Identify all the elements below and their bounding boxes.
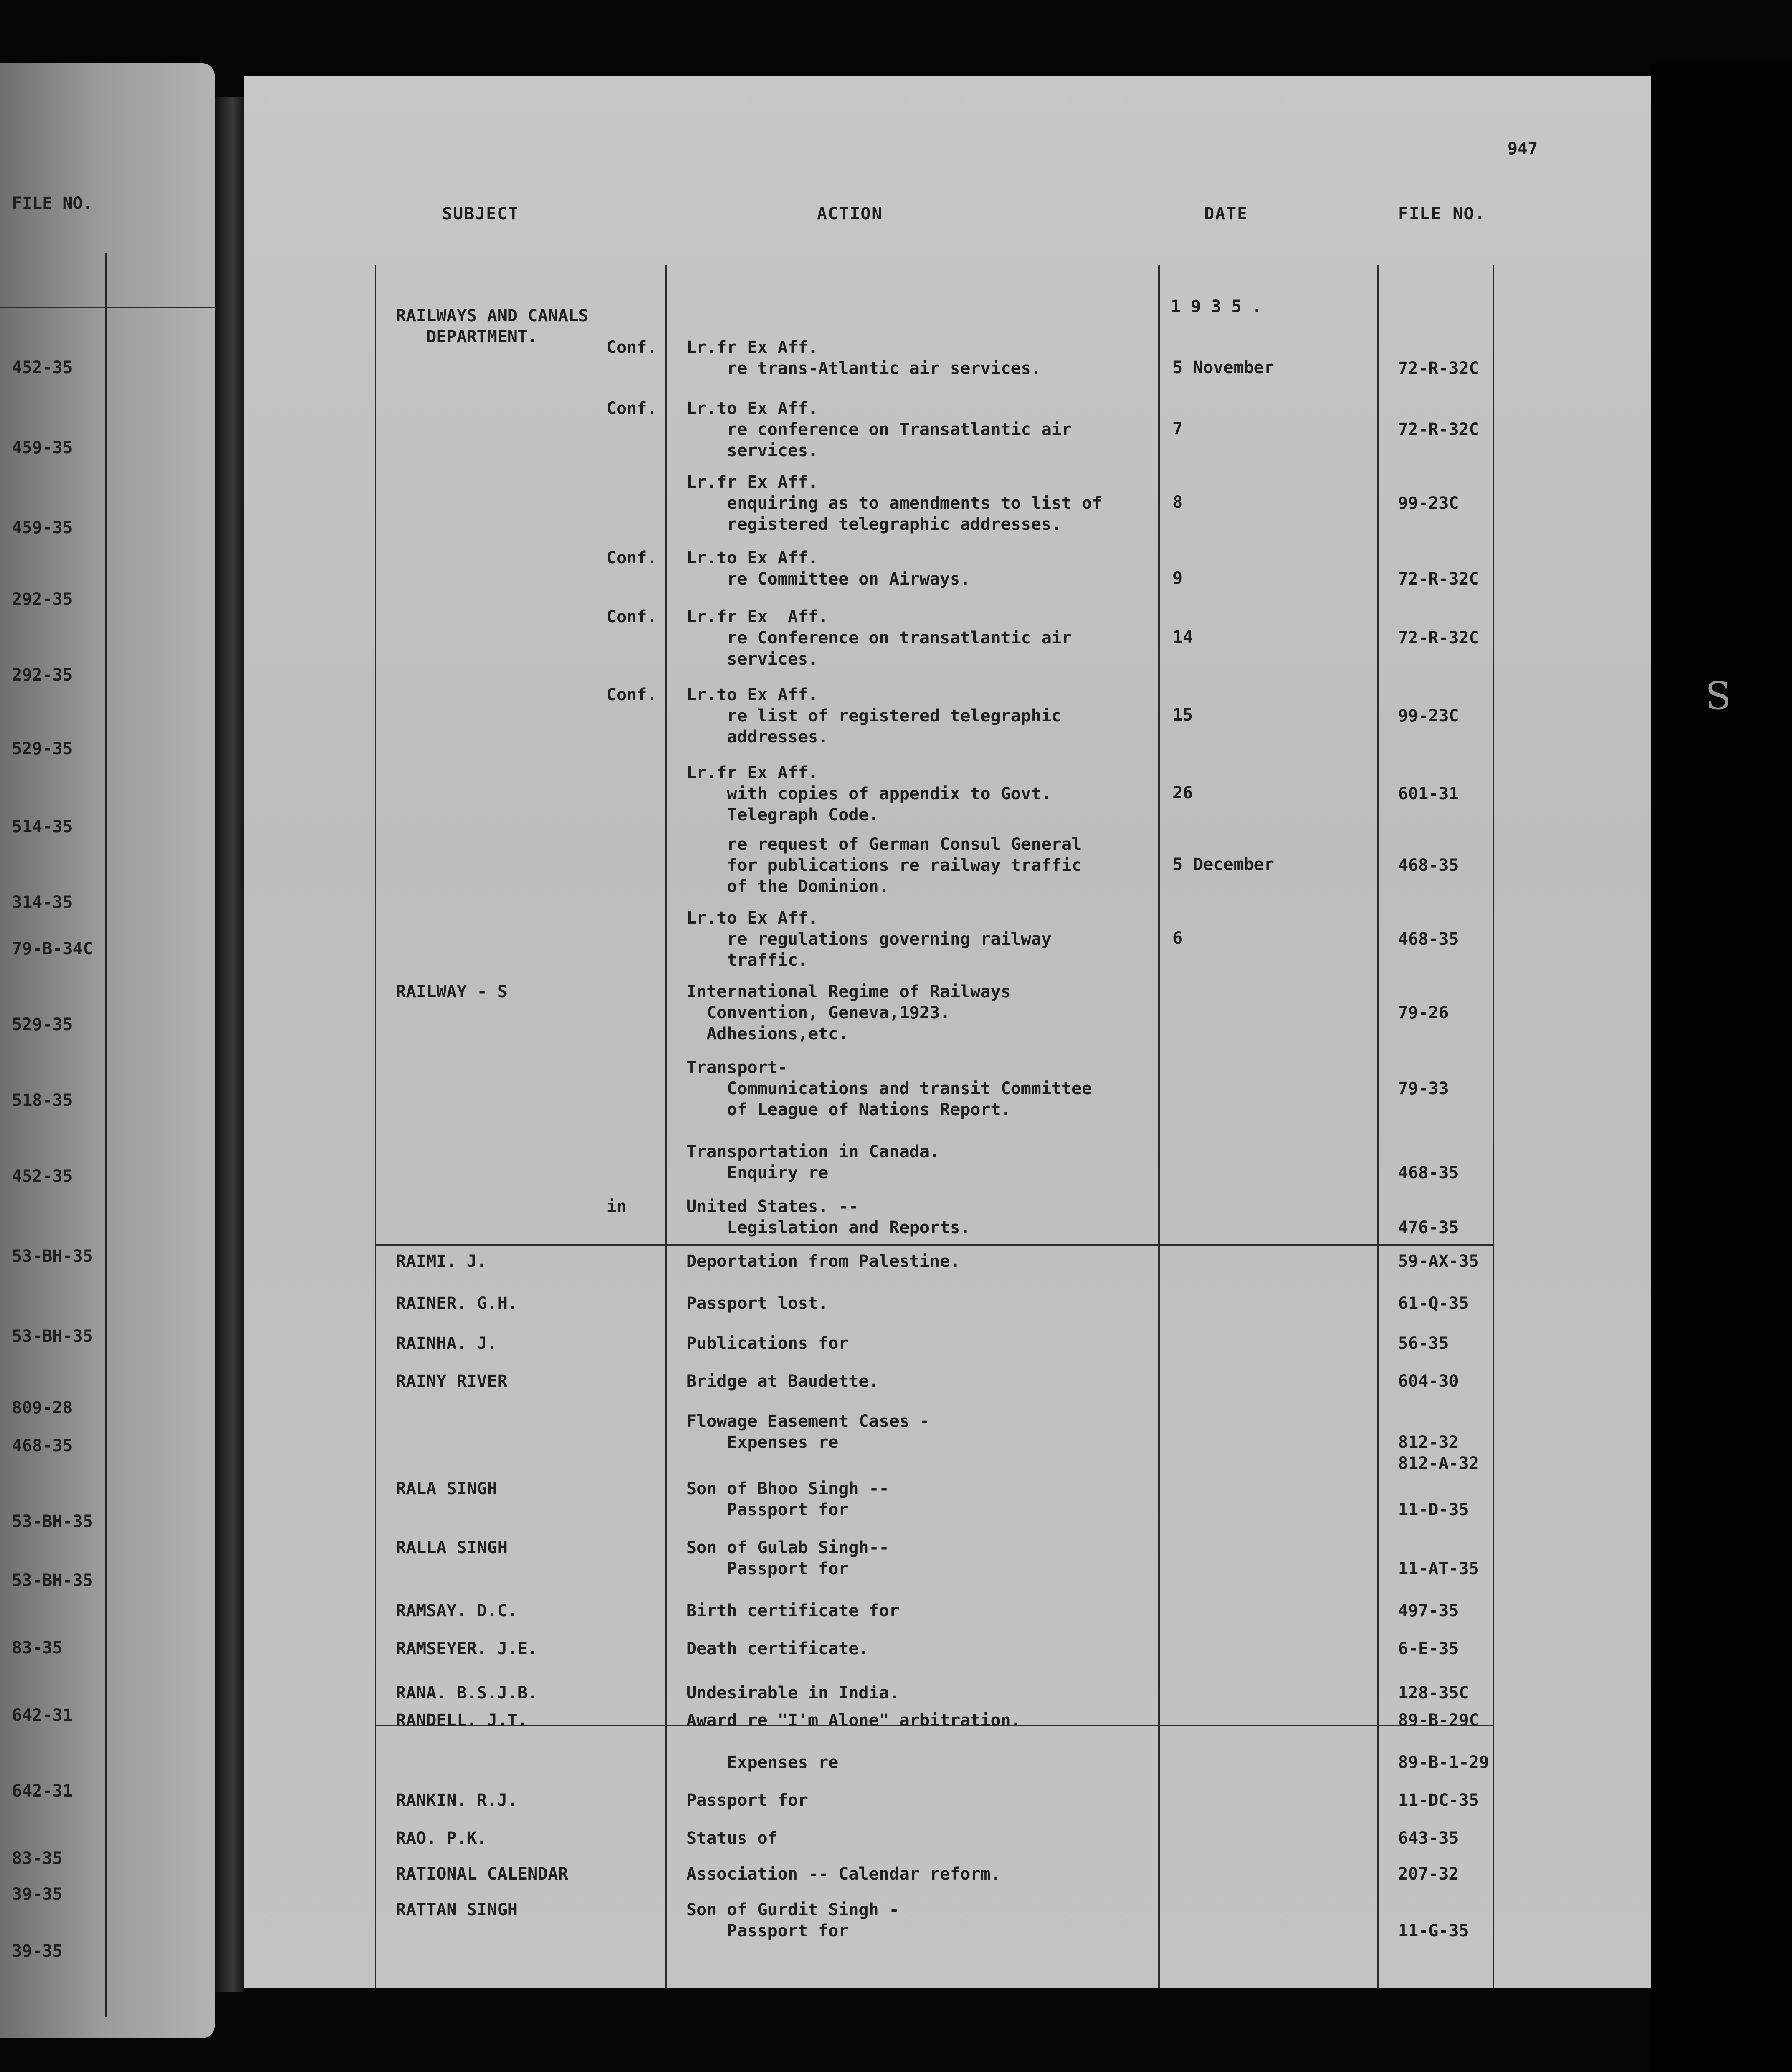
action-column-rule bbox=[665, 265, 667, 1988]
entry-action: Passport lost. bbox=[686, 1294, 829, 1313]
entry-action: Flowage Easement Cases - Expenses re bbox=[686, 1412, 930, 1452]
date-column-rule bbox=[1158, 265, 1160, 1988]
left-file-number: 53-BH-35 bbox=[12, 1571, 93, 1590]
entry-action: Death certificate. bbox=[686, 1639, 869, 1658]
left-file-number: 514-35 bbox=[12, 817, 73, 836]
entry-file-no: 99-23C bbox=[1398, 706, 1459, 726]
entry-date: 9 bbox=[1173, 569, 1183, 588]
left-header-rule bbox=[0, 307, 215, 308]
entry-action: Lr.to Ex Aff. re regulations governing railway traffic. bbox=[686, 908, 1051, 970]
entry-subject: RATIONAL CALENDAR bbox=[396, 1864, 568, 1884]
left-file-number: 642-31 bbox=[12, 1781, 73, 1801]
entry-subject: RALLA SINGH bbox=[396, 1538, 507, 1557]
entry-action: Status of bbox=[686, 1829, 778, 1848]
entry-subject: RANDELL. J.T. bbox=[396, 1711, 528, 1730]
entry-action: Undesirable in India. bbox=[686, 1683, 899, 1703]
left-file-number: 468-35 bbox=[12, 1436, 73, 1455]
entry-date: 26 bbox=[1173, 783, 1193, 803]
entry-action: Publications for bbox=[686, 1334, 849, 1353]
subject-header: SUBJECT bbox=[442, 204, 519, 224]
entry-action: Lr.fr Ex Aff. re Conference on transatlantic air services. bbox=[686, 607, 1072, 669]
entry-subject: RAILWAY - S bbox=[396, 982, 507, 1001]
entry-date: 15 bbox=[1173, 705, 1193, 725]
entry-action: Deportation from Palestine. bbox=[686, 1252, 960, 1271]
entry-date: 6 bbox=[1173, 929, 1183, 948]
entry-action: Transportation in Canada. Enquiry re bbox=[686, 1142, 940, 1183]
entry-remark: Conf. bbox=[606, 399, 657, 418]
left-file-number: 529-35 bbox=[12, 739, 73, 758]
action-header: ACTION bbox=[817, 204, 883, 224]
entry-action: Son of Gulab Singh-- Passport for bbox=[686, 1538, 889, 1578]
entry-subject: RANA. B.S.J.B. bbox=[396, 1683, 538, 1703]
left-file-number: 529-35 bbox=[12, 1015, 73, 1034]
page-number: 947 bbox=[1507, 139, 1538, 158]
left-file-number: 39-35 bbox=[12, 1941, 63, 1961]
entry-remark: Conf. bbox=[606, 548, 657, 568]
entry-date: 5 November bbox=[1173, 358, 1274, 377]
entry-file-no: 468-35 bbox=[1398, 929, 1459, 949]
entry-file-no: 601-31 bbox=[1398, 784, 1459, 804]
entry-subject: RAINHA. J. bbox=[396, 1334, 497, 1353]
subject-column-rule bbox=[375, 265, 376, 1988]
entry-file-no: 643-35 bbox=[1398, 1829, 1459, 1848]
left-file-number: 452-35 bbox=[12, 1167, 73, 1186]
left-file-number: 459-35 bbox=[12, 438, 73, 457]
entry-action: Passport for bbox=[686, 1791, 808, 1810]
left-file-number: 83-35 bbox=[12, 1849, 63, 1868]
entry-action: Bridge at Baudette. bbox=[686, 1372, 879, 1391]
entry-remark: Conf. bbox=[606, 685, 657, 705]
left-file-number: 83-35 bbox=[12, 1638, 63, 1658]
entry-file-no: 99-23C bbox=[1398, 494, 1459, 513]
entry-action: Son of Bhoo Singh -- Passport for bbox=[686, 1479, 889, 1519]
file-no-header: FILE NO. bbox=[1398, 204, 1486, 224]
entry-file-no: 61-Q-35 bbox=[1398, 1294, 1469, 1313]
entry-subject: RATTAN SINGH bbox=[396, 1900, 517, 1920]
left-facing-page bbox=[0, 63, 215, 2038]
entry-action: Lr.fr Ex Aff. re trans-Atlantic air services. bbox=[686, 338, 1041, 378]
entry-remark: Conf. bbox=[606, 607, 657, 627]
entry-file-no: 11-D-35 bbox=[1398, 1500, 1469, 1519]
left-file-number: 642-31 bbox=[12, 1706, 73, 1725]
left-file-number: 79-B-34C bbox=[12, 939, 93, 959]
entry-date: 7 bbox=[1173, 419, 1183, 438]
left-file-number: 39-35 bbox=[12, 1885, 63, 1904]
entry-file-no: 72-R-32C bbox=[1398, 359, 1479, 378]
left-file-number: 809-28 bbox=[12, 1398, 73, 1418]
entry-file-no: 79-33 bbox=[1398, 1079, 1449, 1098]
margin-blemish: S bbox=[1705, 674, 1731, 718]
entry-action: re request of German Consul General for publications re railway traffic of the Dominion. bbox=[727, 835, 1082, 896]
book-gutter bbox=[215, 97, 244, 1992]
entry-file-no: 56-35 bbox=[1398, 1334, 1449, 1353]
entry-subject: RANKIN. R.J. bbox=[396, 1791, 517, 1810]
entry-file-no: 6-E-35 bbox=[1398, 1639, 1459, 1658]
left-file-number: 53-BH-35 bbox=[12, 1247, 93, 1266]
entry-action: Lr.to Ex Aff. re list of registered telegraphic addresses. bbox=[686, 685, 1062, 747]
section-divider bbox=[375, 1244, 1493, 1246]
entry-remark: in bbox=[606, 1197, 627, 1216]
file-column-rule bbox=[1377, 265, 1379, 1988]
entry-file-no: 468-35 bbox=[1398, 1163, 1459, 1183]
entry-subject: RALA SINGH bbox=[396, 1479, 497, 1498]
entry-file-no: 59-AX-35 bbox=[1398, 1252, 1479, 1271]
left-file-number: 518-35 bbox=[12, 1091, 73, 1110]
entry-file-no: 72-R-32C bbox=[1398, 569, 1479, 589]
entry-subject: RAIMI. J. bbox=[396, 1252, 487, 1271]
entry-action: Expenses re bbox=[686, 1753, 839, 1772]
entry-subject: RAINY RIVER bbox=[396, 1372, 507, 1391]
right-margin-dark bbox=[1651, 63, 1792, 2072]
entry-file-no: 89-B-1-29 bbox=[1398, 1753, 1489, 1772]
entry-file-no: 604-30 bbox=[1398, 1372, 1459, 1391]
entry-remark: Conf. bbox=[606, 338, 657, 357]
left-file-number: 53-BH-35 bbox=[12, 1512, 93, 1531]
entry-subject: RAILWAYS AND CANALS DEPARTMENT. bbox=[396, 306, 589, 347]
file-right-rule bbox=[1493, 265, 1494, 1988]
entry-date: 5 December bbox=[1173, 855, 1274, 874]
left-file-number: 292-35 bbox=[12, 590, 73, 609]
entry-file-no: 812-32 812-A-32 bbox=[1398, 1433, 1479, 1473]
entry-file-no: 497-35 bbox=[1398, 1601, 1459, 1621]
left-file-number: 292-35 bbox=[12, 665, 73, 685]
left-file-number: 459-35 bbox=[12, 518, 73, 537]
entry-file-no: 476-35 bbox=[1398, 1218, 1459, 1237]
entry-file-no: 128-35C bbox=[1398, 1683, 1469, 1703]
entry-file-no: 72-R-32C bbox=[1398, 420, 1479, 439]
ledger-page bbox=[244, 76, 1651, 1988]
entry-action: United States. -- Legislation and Reports. bbox=[686, 1197, 971, 1237]
left-file-number: 452-35 bbox=[12, 358, 73, 377]
entry-action: Son of Gurdit Singh - Passport for bbox=[686, 1900, 899, 1941]
entry-file-no: 72-R-32C bbox=[1398, 628, 1479, 648]
entry-file-no: 207-32 bbox=[1398, 1864, 1459, 1884]
entry-file-no: 11-G-35 bbox=[1398, 1921, 1469, 1941]
entry-file-no: 468-35 bbox=[1398, 856, 1459, 875]
entry-date: 14 bbox=[1173, 627, 1193, 647]
entry-action: Transport- Communications and transit Committee of League of Nations Report. bbox=[686, 1058, 1092, 1119]
left-file-no-heading: FILE NO. bbox=[12, 194, 93, 213]
entry-file-no: 11-AT-35 bbox=[1398, 1559, 1479, 1578]
entry-file-no: 89-B-29C bbox=[1398, 1711, 1479, 1730]
entry-action: Lr.to Ex Aff. re Committee on Airways. bbox=[686, 548, 971, 589]
entry-subject: RAO. P.K. bbox=[396, 1829, 487, 1848]
date-header: DATE bbox=[1204, 204, 1248, 224]
entry-subject: RAMSEYER. J.E. bbox=[396, 1639, 538, 1658]
entry-action: Association -- Calendar reform. bbox=[686, 1864, 1001, 1884]
entry-file-no: 11-DC-35 bbox=[1398, 1791, 1479, 1810]
entry-action: Lr.fr Ex Aff. with copies of appendix to Govt. Telegraph Code. bbox=[686, 763, 1051, 825]
entry-file-no: 79-26 bbox=[1398, 1003, 1449, 1023]
entry-subject: RAINER. G.H. bbox=[396, 1294, 517, 1313]
entry-action: Birth certificate for bbox=[686, 1601, 899, 1621]
entry-date: 8 bbox=[1173, 493, 1183, 512]
year-label: 1 9 3 5 . bbox=[1171, 297, 1262, 316]
left-file-number: 314-35 bbox=[12, 893, 73, 912]
left-file-number: 53-BH-35 bbox=[12, 1327, 93, 1346]
entry-subject: RAMSAY. D.C. bbox=[396, 1601, 517, 1621]
entry-action: Lr.to Ex Aff. re conference on Transatlantic air services. bbox=[686, 399, 1072, 460]
entry-action: Lr.fr Ex Aff. enquiring as to amendments to list of registered telegraphic addresses. bbox=[686, 473, 1102, 534]
entry-action: Award re "I'm Alone" arbitration. bbox=[686, 1711, 1021, 1730]
entry-action: International Regime of Railways Convention, Geneva,1923. Adhesions,etc. bbox=[686, 982, 1011, 1044]
left-column-rule bbox=[105, 253, 107, 2017]
